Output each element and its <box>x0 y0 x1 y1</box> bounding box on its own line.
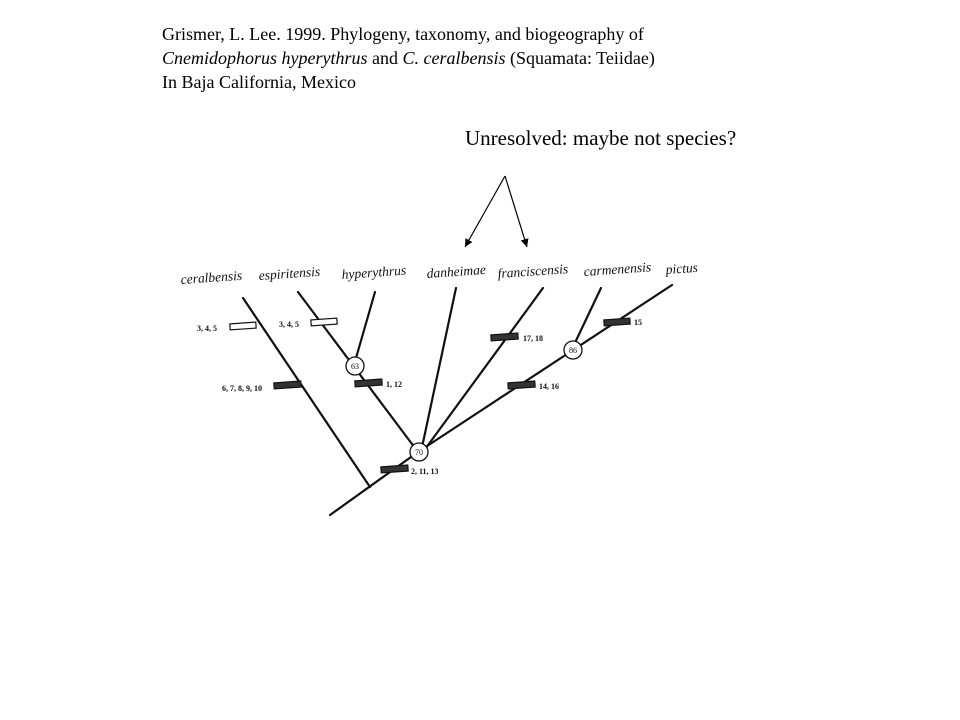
unresolved-note: Unresolved: maybe not species? <box>465 126 737 150</box>
branch-pictus <box>418 285 672 452</box>
branch-ceralbensis <box>243 298 370 487</box>
branch-franciscensis <box>423 288 543 452</box>
character-bar-pictus <box>604 318 630 326</box>
character-label-franciscensis: 17, 18 <box>523 334 543 343</box>
character-label-espiritensis-open: 3, 4, 5 <box>279 320 299 329</box>
node-value-main: 70 <box>415 448 423 457</box>
arrow-to-danheimae <box>465 176 505 247</box>
taxon-espiritensis: espiritensis <box>258 263 321 283</box>
branch-root <box>330 452 418 515</box>
citation-family: (Squamata: Teiidae) <box>505 48 655 68</box>
character-bar-main <box>381 465 408 473</box>
character-bar-franciscensis <box>491 333 518 341</box>
citation-species-b: C. ceralbensis <box>402 48 506 68</box>
character-bar-espiritensis-open <box>311 318 337 326</box>
character-label-hyperythrus-clade: 1, 12 <box>386 380 402 389</box>
taxon-danheimae: danheimae <box>426 261 487 281</box>
character-label-ceralbensis-open: 3, 4, 5 <box>197 324 217 333</box>
citation-conjunction: and <box>367 48 403 68</box>
character-bar-ceralbensis-open <box>230 322 256 330</box>
branch-carmenensis <box>573 288 601 347</box>
character-label-carmenensis-pictus: 14, 16 <box>539 382 559 391</box>
taxon-pictus: pictus <box>665 259 699 277</box>
character-bar-carmenensis-pictus <box>508 381 535 389</box>
character-bar-ceralbensis-dark <box>274 381 301 389</box>
taxon-franciscensis: franciscensis <box>497 261 569 281</box>
citation-line-3: In Baja California, Mexico <box>162 72 356 92</box>
branch-hyperythrus <box>356 292 375 358</box>
taxon-hyperythrus: hyperythrus <box>341 262 407 282</box>
citation-line-1: Grismer, L. Lee. 1999. Phylogeny, taxonomy, and biogeography of <box>162 24 644 44</box>
taxon-ceralbensis: ceralbensis <box>180 267 243 287</box>
character-label-ceralbensis-dark: 6, 7, 8, 9, 10 <box>222 384 262 393</box>
node-value-hyperythrus-clade: 63 <box>351 362 359 371</box>
node-value-carmenensis-pictus: 86 <box>569 346 577 355</box>
branch-danheimae <box>421 288 456 452</box>
character-label-main: 2, 11, 13 <box>411 467 439 476</box>
character-label-pictus: 15 <box>634 318 642 327</box>
character-bar-hyperythrus-clade <box>355 379 382 387</box>
citation-species-a: Cnemidophorus hyperythrus <box>162 48 368 68</box>
taxon-carmenensis: carmenensis <box>583 259 652 279</box>
arrow-to-franciscensis <box>505 176 527 247</box>
